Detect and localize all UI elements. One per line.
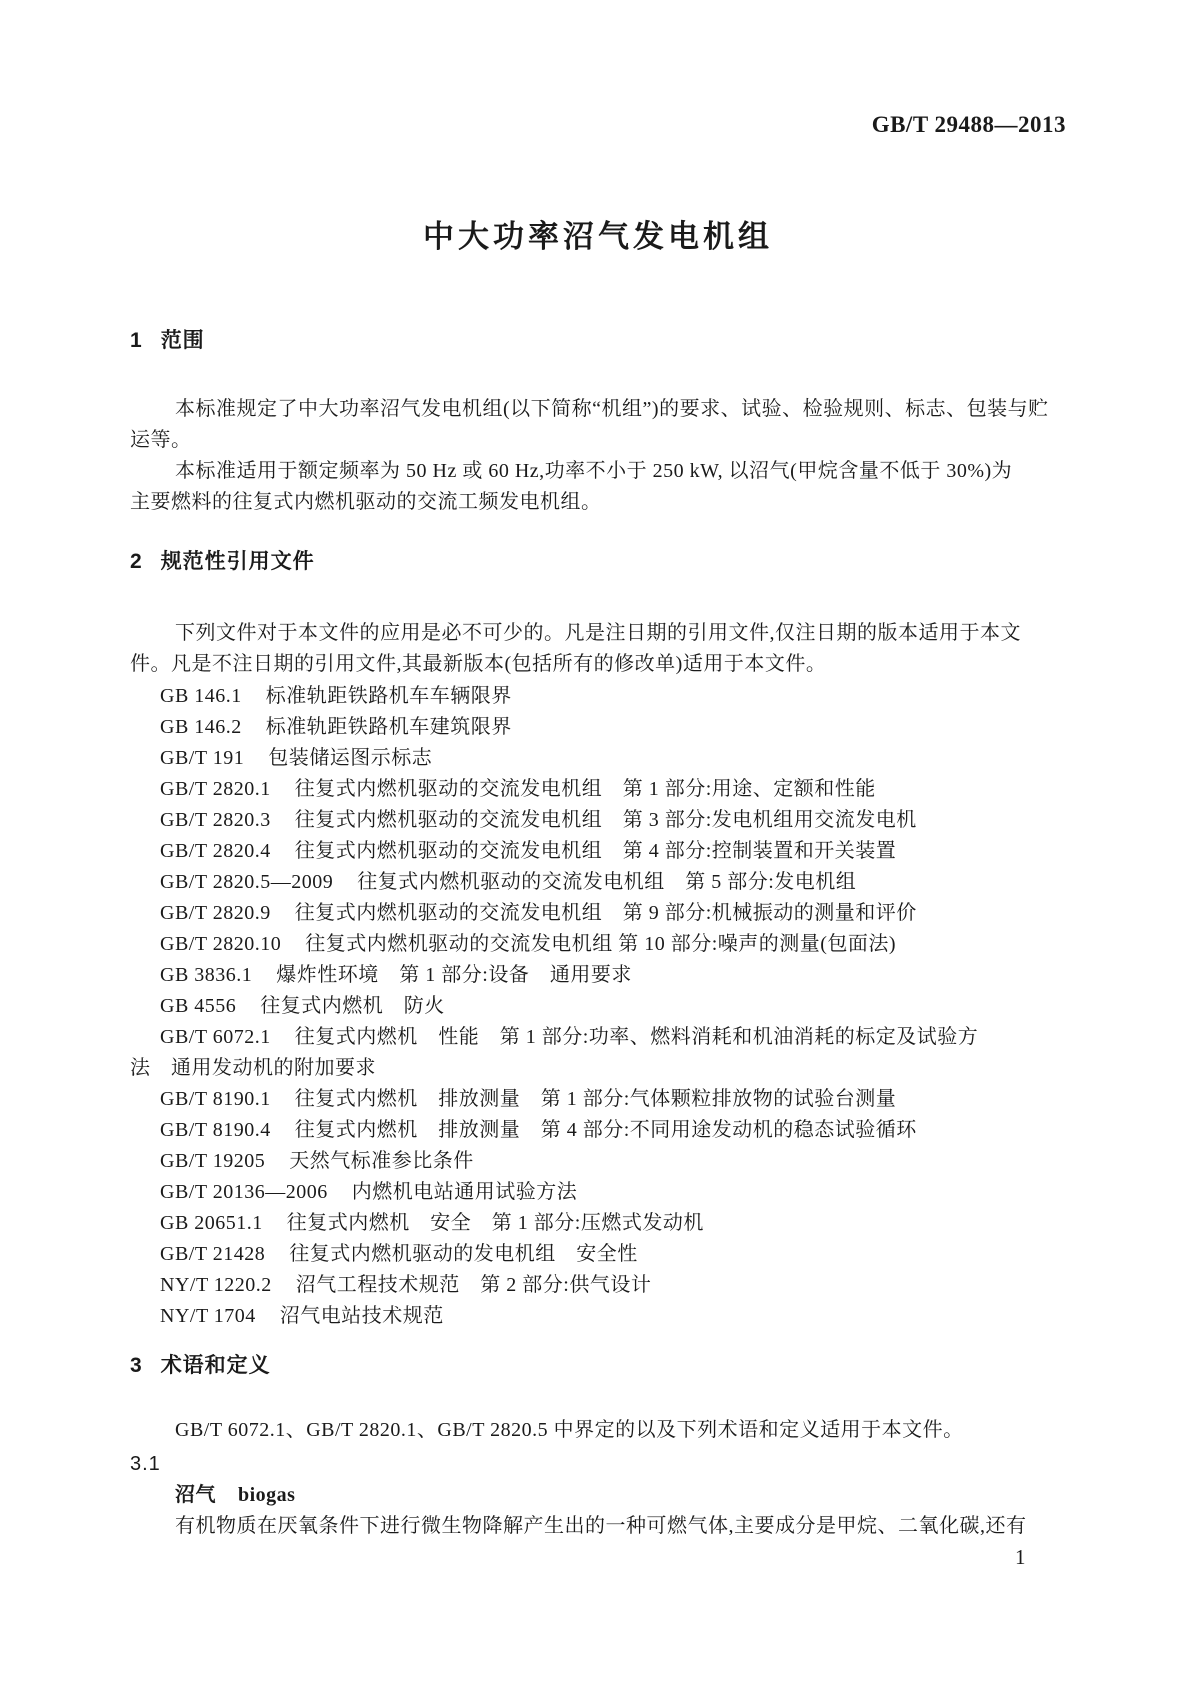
- section-3-heading: [130, 1353, 1066, 1379]
- document-header: [130, 112, 1066, 138]
- reference-item: [130, 1115, 1066, 1146]
- references-intro-paragraph: [130, 618, 1066, 680]
- scope-paragraph-2: [130, 456, 1066, 518]
- reference-code: NY/T 1704: [160, 1305, 256, 1327]
- reference-item: [130, 712, 1066, 743]
- reference-code: GB/T 2820.4: [160, 840, 271, 862]
- reference-title: 爆炸性环境 第 1 部分:设备 通用要求: [276, 964, 632, 986]
- terms-intro-paragraph: GB/T 6072.1、GB/T 2820.1、GB/T 2820.5 中界定的以及下列术语和定义适用于本文件。: [175, 1419, 964, 1441]
- reference-code: GB 20651.1: [160, 1212, 263, 1234]
- reference-code: GB/T 21428: [160, 1243, 266, 1265]
- reference-title: 往复式内燃机驱动的交流发电机组 第 1 部分:用途、定额和性能: [294, 778, 876, 800]
- reference-item: [130, 867, 1066, 898]
- reference-code: GB/T 20136—2006: [160, 1181, 328, 1203]
- reference-item: [130, 743, 1066, 774]
- reference-title: 往复式内燃机 性能 第 1 部分:功率、燃料消耗和机油消耗的标定及试验方: [294, 1026, 979, 1048]
- reference-title: 沼气电站技术规范: [279, 1305, 444, 1327]
- reference-code: GB 146.1: [160, 685, 242, 707]
- reference-item: [130, 1022, 1066, 1053]
- reference-title: 往复式内燃机驱动的交流发电机组 第 10 部分:噪声的测量(包面法): [305, 933, 897, 955]
- reference-title: 标准轨距铁路机车车辆限界: [265, 685, 512, 707]
- reference-item: [130, 1301, 1066, 1332]
- reference-list: [130, 681, 1066, 1332]
- reference-item: [130, 681, 1066, 712]
- reference-code: GB/T 8190.4: [160, 1119, 271, 1141]
- section-2-label: 规范性引用文件: [160, 550, 315, 573]
- reference-item: [130, 898, 1066, 929]
- section-3-number: 3: [130, 1354, 143, 1377]
- reference-item: [130, 836, 1066, 867]
- reference-title: 往复式内燃机驱动的交流发电机组 第 5 部分:发电机组: [357, 871, 857, 893]
- reference-title: 包装储运图示标志: [268, 747, 433, 769]
- term-title-line: [130, 1480, 1066, 1511]
- section-1-number: 1: [130, 329, 143, 352]
- reference-code: GB 146.2: [160, 716, 242, 738]
- reference-code: GB/T 2820.1: [160, 778, 271, 800]
- reference-item: [130, 929, 1066, 960]
- reference-item: [130, 805, 1066, 836]
- document-title: 中大功率沼气发电机组: [423, 219, 773, 254]
- reference-title: 标准轨距铁路机车建筑限界: [265, 716, 512, 738]
- reference-title: 天然气标准参比条件: [289, 1150, 474, 1172]
- reference-code: GB/T 2820.3: [160, 809, 271, 831]
- reference-code: GB 4556: [160, 995, 237, 1017]
- reference-item: [130, 991, 1066, 1022]
- reference-title: 往复式内燃机驱动的交流发电机组 第 9 部分:机械振动的测量和评价: [294, 902, 917, 924]
- reference-item: [130, 1239, 1066, 1270]
- reference-item: [130, 960, 1066, 991]
- reference-item: [130, 1177, 1066, 1208]
- scope-paragraph-1: [130, 394, 1066, 456]
- standard-code: GB/T 29488—2013: [871, 112, 1066, 137]
- section-2-number: 2: [130, 550, 143, 573]
- reference-item: [130, 1208, 1066, 1239]
- reference-title: 往复式内燃机 防火: [260, 995, 445, 1017]
- page-number: 1: [1015, 1545, 1026, 1569]
- term-definition: 有机物质在厌氧条件下进行微生物降解产生出的一种可燃气体,主要成分是甲烷、二氧化碳,还有: [175, 1515, 1027, 1537]
- reference-item-continuation: 法 通用发动机的附加要求: [130, 1057, 376, 1079]
- term-number: 3.1: [130, 1453, 161, 1475]
- reference-title: 往复式内燃机 排放测量 第 4 部分:不同用途发动机的稳态试验循环: [294, 1119, 917, 1141]
- reference-title: 往复式内燃机 排放测量 第 1 部分:气体颗粒排放物的试验台测量: [294, 1088, 897, 1110]
- reference-code: GB/T 8190.1: [160, 1088, 271, 1110]
- section-1-label: 范围: [160, 329, 205, 352]
- reference-code: GB/T 2820.9: [160, 902, 271, 924]
- term-name-chinese: 沼气: [175, 1484, 216, 1506]
- reference-item: [130, 1270, 1066, 1301]
- reference-title: 往复式内燃机驱动的交流发电机组 第 4 部分:控制装置和开关装置: [294, 840, 897, 862]
- paragraph-line: 本标准规定了中大功率沼气发电机组(以下简称“机组”)的要求、试验、检验规则、标志、包装与贮: [175, 398, 1049, 420]
- paragraph-line: 本标准适用于额定频率为 50 Hz 或 60 Hz,功率不小于 250 kW, 以沼气(甲烷含量不低于 30%)为: [175, 460, 1013, 482]
- reference-code: GB/T 2820.10: [160, 933, 282, 955]
- reference-title: 往复式内燃机驱动的交流发电机组 第 3 部分:发电机组用交流发电机: [294, 809, 917, 831]
- reference-item: [130, 774, 1066, 805]
- reference-code: GB/T 191: [160, 747, 245, 769]
- reference-item: [130, 1146, 1066, 1177]
- reference-title: 往复式内燃机 安全 第 1 部分:压燃式发动机: [286, 1212, 704, 1234]
- section-3-label: 术语和定义: [160, 1354, 271, 1377]
- reference-code: GB/T 19205: [160, 1150, 266, 1172]
- reference-code: GB/T 6072.1: [160, 1026, 271, 1048]
- reference-code: GB/T 2820.5—2009: [160, 871, 334, 893]
- paragraph-line: 运等。: [130, 429, 192, 451]
- reference-title: 沼气工程技术规范 第 2 部分:供气设计: [295, 1274, 652, 1296]
- reference-title: 内燃机电站通用试验方法: [351, 1181, 578, 1203]
- section-2-heading: [130, 549, 1066, 575]
- reference-item: [130, 1084, 1066, 1115]
- section-1-heading: [130, 328, 1066, 354]
- reference-code: GB 3836.1: [160, 964, 253, 986]
- reference-code: NY/T 1220.2: [160, 1274, 272, 1296]
- reference-title: 往复式内燃机驱动的发电机组 安全性: [289, 1243, 638, 1265]
- paragraph-line: 件。凡是不注日期的引用文件,其最新版本(包括所有的修改单)适用于本文件。: [130, 653, 827, 675]
- term-name-english: biogas: [238, 1484, 296, 1506]
- paragraph-line: 主要燃料的往复式内燃机驱动的交流工频发电机组。: [130, 491, 602, 513]
- paragraph-line: 下列文件对于本文件的应用是必不可少的。凡是注日期的引用文件,仅注日期的版本适用于本文: [175, 622, 1021, 644]
